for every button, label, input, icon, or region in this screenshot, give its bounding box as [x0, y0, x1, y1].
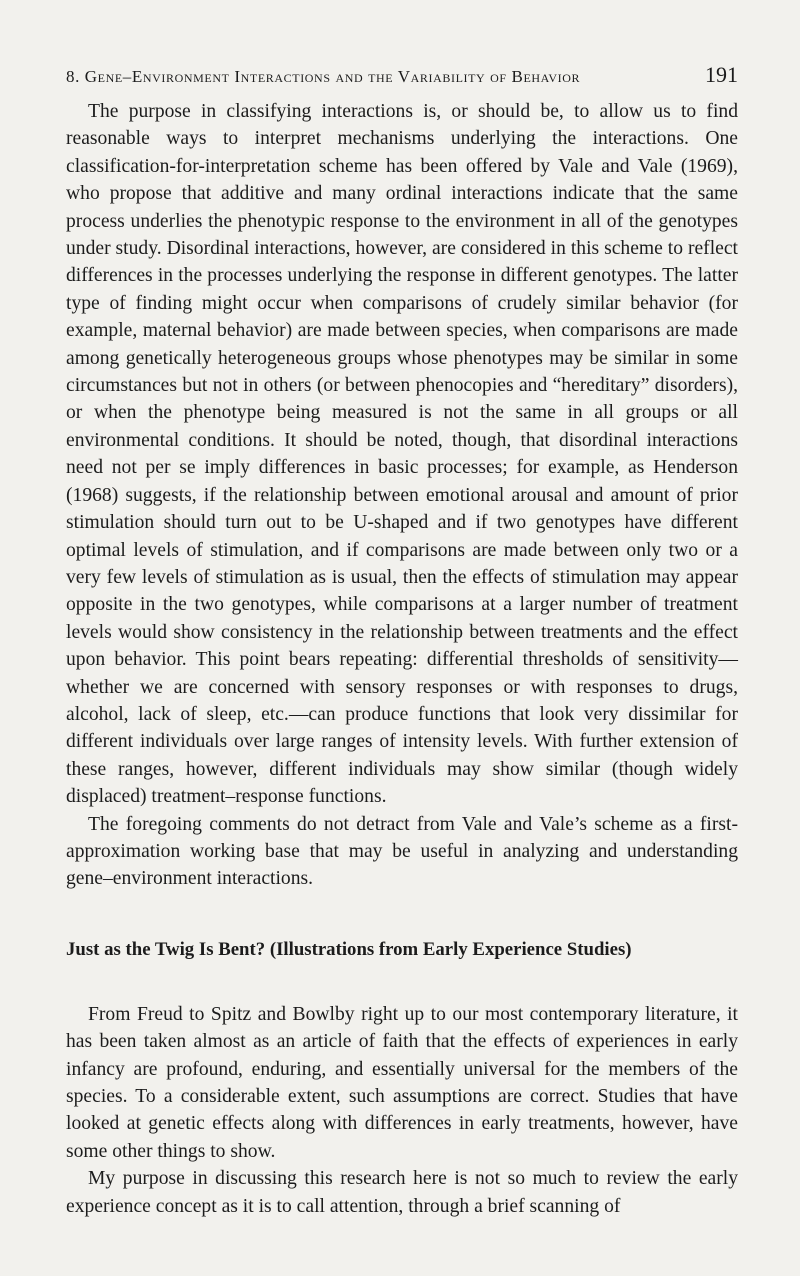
- running-head: [66, 62, 738, 88]
- paragraph: The purpose in classifying interactions is, or should be, to allow us to find reasonable ways to interpret mechanisms underlying the interactions. One classification-for-interpretation scheme has been offered by Vale and Vale (1969), who propose that additive and many ordinal interactions indicate that the same process underlies the phenotypic response to the environment in all of the genotypes under study. Disordinal interactions, however, are considered in this scheme to reflect differences in the processes underlying the response in different genotypes. The latter type of finding might occur when comparisons of crudely similar behavior (for example, maternal behavior) are made between species, when comparisons are made among genetically heterogeneous groups whose phenotypes may be similar in some circumstances but not in others (or between phenocopies and “hereditary” disorders), or when the phenotype being measured is not the same in all groups or all environmental conditions. It should be noted, though, that disordinal interactions need not per se imply differences in basic processes; for example, as Henderson (1968) suggests, if the relationship between emotional arousal and amount of prior stimulation should turn out to be U-shaped and if two genotypes have different optimal levels of stimulation, and if comparisons are made between only two or a very few levels of stimulation as is usual, then the effects of stimulation may appear opposite in the two genotypes, while comparisons at a larger number of treatment levels would show consistency in the relationship between treatments and the effect upon behavior. This point bears repeating: differential thresholds of sensitivity—whether we are concerned with sensory responses or with responses to drugs, alcohol, lack of sleep, etc.—can produce functions that look very dissimilar for different individuals over large ranges of intensity levels. With further extension of these ranges, however, different individuals may show similar (though widely displaced) treatment–response functions.: [66, 101, 738, 808]
- paragraph: The foregoing comments do not detract from Vale and Vale’s scheme as a first-approximation working base that may be useful in analyzing and understanding gene–environment interactions.: [66, 813, 738, 890]
- book-page: [66, 62, 738, 1220]
- running-head-title: 8. Gene–Environment Interactions and the Variability of Behavior: [66, 67, 581, 86]
- section-heading: Just as the Twig Is Bent? (Illustrations from Early Experience Studies): [66, 938, 632, 960]
- page-number: 191: [705, 62, 738, 87]
- paragraph: My purpose in discussing this research here is not so much to review the early experience concept as it is to call attention, through a brief scanning of: [66, 1168, 738, 1217]
- paragraph: From Freud to Spitz and Bowlby right up to our most contemporary literature, it has been taken almost as an article of faith that the effects of experiences in early infancy are profound, enduring, and essentially universal for the members of the species. To a considerable extent, such assumptions are correct. Studies that have looked at genetic effects along with differences in early treatments, however, have some other things to show.: [66, 1003, 738, 1162]
